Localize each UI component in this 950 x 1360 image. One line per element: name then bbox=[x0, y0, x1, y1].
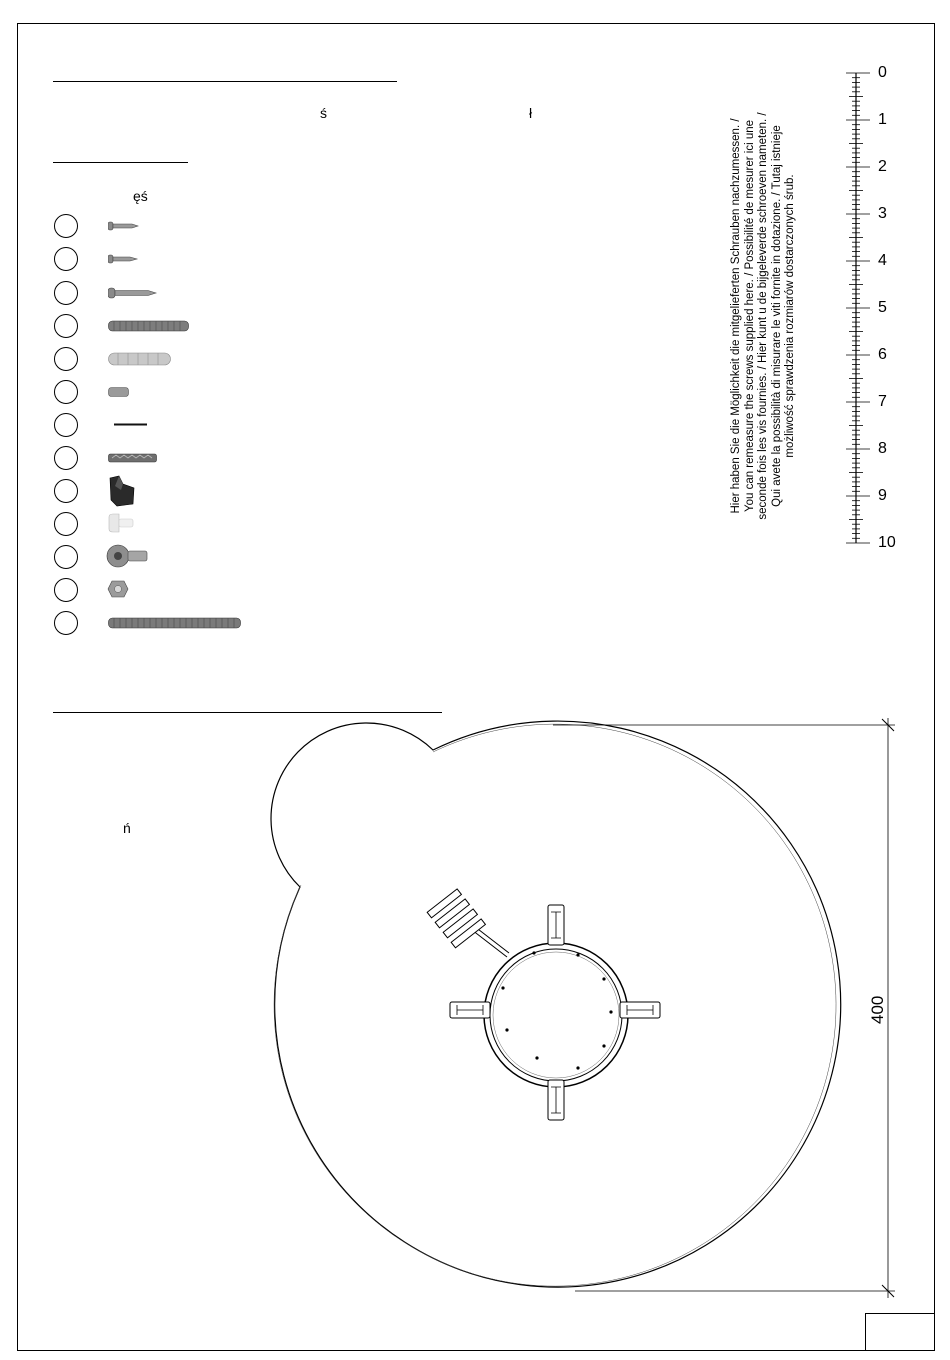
part-quantity-circle bbox=[54, 479, 78, 503]
part-quantity-circle bbox=[54, 281, 78, 305]
ruler-label: 7 bbox=[878, 393, 887, 410]
part-quantity-circle bbox=[54, 611, 78, 635]
ruler-label: 2 bbox=[878, 158, 887, 175]
note-line: Hier haben Sie die Möglichkeit die mitgelieferten Schrauben nachzumessen. / bbox=[730, 118, 742, 514]
note-line: seconde fois les vis fournies. / Hier kunt u de bijgeleverde schroeven nameten. / bbox=[757, 112, 769, 520]
part-quantity-circle bbox=[54, 578, 78, 602]
note-line: You can remeasure the screws supplied here. / Possibilité de mesurer ici une bbox=[743, 119, 756, 513]
ruler-label: 9 bbox=[878, 487, 887, 504]
part-quantity-circle bbox=[54, 380, 78, 404]
parts-heading-underline bbox=[53, 162, 188, 163]
part-quantity-circle bbox=[54, 314, 78, 338]
measuring-ruler bbox=[840, 60, 880, 560]
plastic-cap-icon bbox=[107, 513, 137, 533]
long-wood-screw-icon bbox=[108, 286, 158, 300]
title-underline bbox=[53, 81, 397, 82]
note-line: Qui avete la possibilità di misurare le viti fornite in dotazione. / Tutaj istnieje bbox=[770, 125, 783, 507]
short-wood-screw-icon bbox=[108, 253, 140, 265]
header-text-fragment-s: ś bbox=[320, 105, 327, 121]
part-quantity-circle bbox=[54, 247, 78, 271]
page-number-box bbox=[865, 1313, 935, 1351]
rod-bar-icon bbox=[114, 422, 148, 428]
wall-plug-icon bbox=[108, 352, 172, 366]
short-wood-screw-icon bbox=[108, 220, 140, 232]
threaded-rod-icon bbox=[108, 320, 190, 332]
hex-nut-icon bbox=[107, 580, 129, 598]
plan-text-fragment: ń bbox=[123, 820, 131, 836]
ruler-label: 0 bbox=[878, 64, 887, 81]
ruler-label: 3 bbox=[878, 205, 887, 222]
part-quantity-circle bbox=[54, 446, 78, 470]
chain-link-icon bbox=[108, 453, 158, 463]
dimension-label: 400 bbox=[868, 995, 887, 1024]
ruler-label: 5 bbox=[878, 299, 887, 316]
part-quantity-circle bbox=[54, 214, 78, 238]
part-quantity-circle bbox=[54, 512, 78, 536]
bolt-icon bbox=[106, 543, 150, 569]
site-plan-drawing bbox=[260, 700, 920, 1310]
long-threaded-rod-icon bbox=[108, 617, 242, 629]
ruler-label: 10 bbox=[878, 534, 896, 551]
safety-zone-inner-outline bbox=[274, 724, 836, 1286]
note-line: możliwość sprawdzenia rozmiarów dostarczonych śrub. bbox=[784, 174, 796, 458]
part-quantity-circle bbox=[54, 413, 78, 437]
ruler-label: 4 bbox=[878, 252, 887, 269]
part-quantity-circle bbox=[54, 347, 78, 371]
ruler-label: 1 bbox=[878, 111, 887, 128]
ruler-label: 6 bbox=[878, 346, 887, 363]
small-plug-icon bbox=[108, 387, 130, 397]
carousel-top-view bbox=[427, 889, 660, 1120]
ruler-label: 8 bbox=[878, 440, 887, 457]
parts-heading-fragment: ęś bbox=[133, 188, 148, 204]
corner-cap-icon bbox=[107, 474, 137, 508]
part-quantity-circle bbox=[54, 545, 78, 569]
ruler-note-text bbox=[730, 76, 798, 556]
header-text-fragment-l: ł bbox=[529, 105, 533, 121]
